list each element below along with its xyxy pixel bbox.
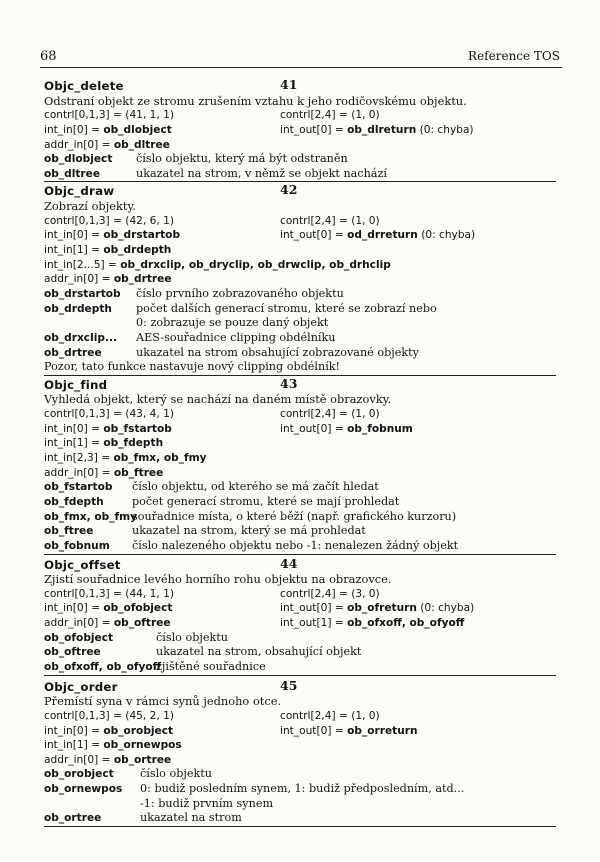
function-description <box>44 572 556 587</box>
binding-label: contrl[2,4] = (3, 0) <box>280 587 380 600</box>
parameter-description: -1: budiž prvním synem <box>140 796 274 810</box>
binding-row <box>44 466 556 481</box>
binding-label: int_in[0] = <box>44 229 104 242</box>
parameter-row <box>44 631 556 646</box>
binding-left <box>44 243 171 258</box>
parameter-row <box>44 797 556 812</box>
binding-right <box>280 123 474 138</box>
binding-value: ob_ornewpos <box>103 739 182 752</box>
binding-right <box>280 709 380 724</box>
binding-value: ob_drstartob <box>103 229 181 242</box>
parameter-row <box>44 152 556 167</box>
binding-left <box>44 738 182 753</box>
binding-right <box>280 422 413 437</box>
parameter-row <box>44 495 556 510</box>
parameter-name: ob_ortree <box>44 812 102 825</box>
binding-right <box>280 407 380 422</box>
binding-value: ob_ofreturn <box>347 602 417 615</box>
function-header <box>44 555 556 573</box>
binding-label: int_in[0] = <box>44 123 104 136</box>
binding-right <box>280 228 475 243</box>
binding-label: int_in[0] = <box>44 422 104 435</box>
binding-left <box>44 709 174 724</box>
function-name: Objc_order <box>44 679 118 694</box>
binding-label: addr_in[0] = <box>44 466 114 479</box>
binding-label: int_out[0] = <box>280 602 348 615</box>
function-header <box>44 79 556 94</box>
binding-right <box>280 724 418 739</box>
description-text: Vyhledá objekt, který se nachází na daném místě obrazovky. <box>44 392 392 407</box>
function-description <box>44 392 556 407</box>
header-rule <box>40 67 562 68</box>
parameter-description: počet generací stromu, které se mají prohledat <box>132 494 400 508</box>
binding-value: ob_ofobject <box>103 602 173 615</box>
binding-value: ob_fstartob <box>103 422 172 435</box>
parameter-name: ob_fstartob <box>44 481 113 494</box>
binding-label: addr_in[0] = <box>44 617 114 630</box>
binding-right <box>280 616 464 631</box>
parameter-row <box>44 287 556 302</box>
binding-label: int_out[1] = <box>280 617 348 630</box>
binding-row <box>44 228 556 243</box>
function-section <box>44 375 556 555</box>
parameter-description: 0: budiž posledním synem, 1: budiž předposledním, atd... <box>140 782 465 796</box>
binding-row <box>44 123 556 138</box>
binding-left <box>44 123 172 138</box>
binding-row <box>44 214 556 229</box>
parameter-name: ob_ftree <box>44 525 94 538</box>
function-number: 43 <box>280 375 298 391</box>
binding-label: int_in[0] = <box>44 724 104 737</box>
binding-label: int_in[2...5] = <box>44 258 121 271</box>
parameter-description: ukazatel na strom <box>140 811 242 825</box>
binding-value: ob_orreturn <box>347 724 418 737</box>
binding-value: ob_dlobject <box>103 123 172 136</box>
binding-value: ob_ofxoff, ob_ofyoff <box>347 617 465 630</box>
description-text: Zobrazí objekty. <box>44 199 137 214</box>
note-text: Pozor, tato funkce nastavuje nový clipping obdélník! <box>44 360 341 374</box>
binding-row <box>44 724 556 739</box>
parameter-row <box>44 645 556 660</box>
function-number: 42 <box>280 182 298 198</box>
binding-value: ob_dlreturn <box>347 123 417 136</box>
binding-value: ob_fdepth <box>103 437 164 450</box>
binding-label: int_out[0] = <box>280 724 348 737</box>
binding-label: int_in[2,3] = <box>44 452 114 465</box>
binding-left <box>44 108 174 123</box>
function-name: Objc_offset <box>44 557 121 572</box>
binding-left <box>44 616 171 631</box>
running-title: Reference TOS <box>468 49 560 63</box>
parameter-row <box>44 539 556 555</box>
parameter-row <box>44 811 556 827</box>
function-section <box>44 677 556 827</box>
parameter-name: ob_drdepth <box>44 302 112 315</box>
binding-label: contrl[2,4] = (1, 0) <box>280 408 380 421</box>
binding-value: ob_oftree <box>113 617 171 630</box>
function-name: Objc_find <box>44 377 108 392</box>
binding-value: od_drreturn <box>347 229 418 242</box>
binding-label: int_in[1] = <box>44 244 104 257</box>
function-section <box>44 555 556 676</box>
binding-left <box>44 451 207 466</box>
binding-row <box>44 616 556 631</box>
binding-label: int_out[0] = <box>280 422 348 435</box>
binding-label: contrl[0,1,3] = (43, 4, 1) <box>44 408 175 421</box>
page-header <box>40 46 562 68</box>
binding-left <box>44 407 174 422</box>
binding-row <box>44 587 556 602</box>
function-header <box>44 184 556 199</box>
binding-left <box>44 422 172 437</box>
binding-row <box>44 422 556 437</box>
binding-label: contrl[2,4] = (1, 0) <box>280 214 380 227</box>
binding-row <box>44 407 556 422</box>
function-number: 44 <box>280 555 298 571</box>
binding-row <box>44 738 556 753</box>
binding-left <box>44 724 173 739</box>
parameter-description: ukazatel na strom, v němž se objekt nachází <box>136 166 387 180</box>
binding-label: contrl[0,1,3] = (41, 1, 1) <box>44 109 175 122</box>
parameter-row <box>44 660 556 676</box>
binding-right <box>280 601 474 616</box>
binding-label: addr_in[0] = <box>44 273 114 286</box>
parameter-name: ob_dlobject <box>44 153 113 166</box>
parameter-description: číslo prvního zobrazovaného objektu <box>136 286 344 300</box>
binding-value: ob_dltree <box>113 138 170 151</box>
parameter-name: ob_fmx, ob_fmy <box>44 510 138 523</box>
binding-label: addr_in[0] = <box>44 753 114 766</box>
function-name: Objc_delete <box>44 79 124 93</box>
binding-label: contrl[0,1,3] = (42, 6, 1) <box>44 214 175 227</box>
binding-row <box>44 601 556 616</box>
parameter-description: počet dalších generací stromu, které se zobrazí nebo <box>136 301 437 315</box>
function-number: 41 <box>280 77 298 92</box>
binding-value: ob_fobnum <box>347 422 413 435</box>
binding-left <box>44 601 172 616</box>
binding-label: int_out[0] = <box>280 229 348 242</box>
parameter-name: ob_ornewpos <box>44 783 123 796</box>
parameter-description: číslo objektu <box>156 630 228 644</box>
parameter-name: ob_drtree <box>44 346 102 359</box>
binding-label: int_out[0] = <box>280 123 348 136</box>
parameter-row <box>44 331 556 346</box>
parameter-name: ob_dltree <box>44 167 101 180</box>
parameter-row <box>44 167 556 183</box>
parameter-description: ukazatel na strom, který se má prohledat <box>132 524 366 538</box>
binding-label: int_in[0] = <box>44 602 104 615</box>
parameter-row <box>44 524 556 539</box>
binding-left <box>44 258 391 273</box>
binding-label: contrl[2,4] = (1, 0) <box>280 709 380 722</box>
binding-row <box>44 258 556 273</box>
function-number: 45 <box>280 677 298 693</box>
binding-row <box>44 272 556 287</box>
parameter-row <box>44 767 556 782</box>
function-header <box>44 375 556 393</box>
parameter-name: ob_oftree <box>44 646 101 659</box>
parameter-row <box>44 302 556 317</box>
parameter-name: ob_fdepth <box>44 495 104 508</box>
description-text: Přemístí syna v rámci synů jednoho otce. <box>44 694 282 709</box>
function-section <box>44 79 556 182</box>
parameter-row <box>44 346 556 361</box>
parameter-name: ob_drstartob <box>44 287 121 300</box>
function-description <box>44 694 556 709</box>
binding-note: (0: chyba) <box>416 123 474 136</box>
binding-label: contrl[2,4] = (1, 0) <box>280 109 380 122</box>
binding-right <box>280 214 380 229</box>
document-body <box>44 79 556 827</box>
parameter-name: ob_ofxoff, ob_ofyoff <box>44 660 162 673</box>
binding-right <box>280 587 380 602</box>
parameter-row <box>44 316 556 331</box>
binding-row <box>44 709 556 724</box>
binding-value: ob_ftree <box>113 466 164 479</box>
parameter-description: 0: zobrazuje se pouze daný objekt <box>136 316 329 330</box>
binding-value: ob_drxclip, ob_dryclip, ob_drwclip, ob_drhclip <box>120 258 391 271</box>
binding-left <box>44 138 170 153</box>
function-section <box>44 184 556 375</box>
parameter-name: ob_orobject <box>44 768 114 781</box>
binding-left <box>44 214 174 229</box>
binding-row <box>44 753 556 768</box>
parameter-description: ukazatel na strom obsahující zobrazované objekty <box>136 345 419 359</box>
binding-left <box>44 466 163 481</box>
binding-value: ob_drtree <box>113 273 172 286</box>
parameter-row <box>44 480 556 495</box>
binding-value: ob_ortree <box>113 753 172 766</box>
binding-right <box>280 108 380 123</box>
function-description <box>44 199 556 214</box>
parameter-name: ob_fobnum <box>44 539 110 552</box>
parameter-description: číslo objektu, který má být odstraněn <box>136 152 348 166</box>
parameter-description: zjištěné souřadnice <box>156 659 266 673</box>
binding-left <box>44 228 180 243</box>
binding-left <box>44 272 172 287</box>
parameter-description: číslo objektu, od kterého se má začít hledat <box>132 480 379 494</box>
binding-row <box>44 108 556 123</box>
binding-left <box>44 436 163 451</box>
binding-value: ob_orobject <box>103 724 174 737</box>
function-header <box>44 677 556 695</box>
parameter-name: ob_ofobject <box>44 631 114 644</box>
binding-value: ob_drdepth <box>103 244 172 257</box>
parameter-description: číslo nalezeného objektu nebo -1: nenalezen žádný objekt <box>132 538 459 552</box>
parameter-description: číslo objektu <box>140 767 212 781</box>
parameter-row <box>44 782 556 797</box>
binding-label: contrl[0,1,3] = (44, 1, 1) <box>44 587 175 600</box>
binding-value: ob_fmx, ob_fmy <box>113 452 207 465</box>
binding-label: contrl[0,1,3] = (45, 2, 1) <box>44 709 175 722</box>
function-note <box>44 360 556 376</box>
parameter-description: souřadnice místa, o které běží (např. grafického kurzoru) <box>132 509 457 523</box>
binding-row <box>44 451 556 466</box>
function-name: Objc_draw <box>44 184 115 199</box>
description-text: Odstraní objekt ze stromu zrušením vztahu k jeho rodičovskému objektu. <box>44 93 467 108</box>
parameter-description: ukazatel na strom, obsahující objekt <box>156 645 362 659</box>
description-text: Zjistí souřadnice levého horního rohu objektu na obrazovce. <box>44 572 392 587</box>
binding-label: int_in[1] = <box>44 437 104 450</box>
binding-row <box>44 243 556 258</box>
parameter-description: AES-souřadnice clipping obdélníku <box>136 330 336 344</box>
binding-row <box>44 138 556 153</box>
parameter-name: ob_drxclip... <box>44 331 117 344</box>
parameter-row <box>44 510 556 525</box>
binding-label: int_in[1] = <box>44 739 104 752</box>
binding-label: addr_in[0] = <box>44 138 114 151</box>
binding-left <box>44 753 171 768</box>
binding-note: (0: chyba) <box>416 602 475 615</box>
function-description <box>44 94 556 109</box>
binding-row <box>44 436 556 451</box>
page-number: 68 <box>40 49 57 64</box>
binding-note: (0: chyba) <box>417 229 476 242</box>
binding-left <box>44 587 174 602</box>
